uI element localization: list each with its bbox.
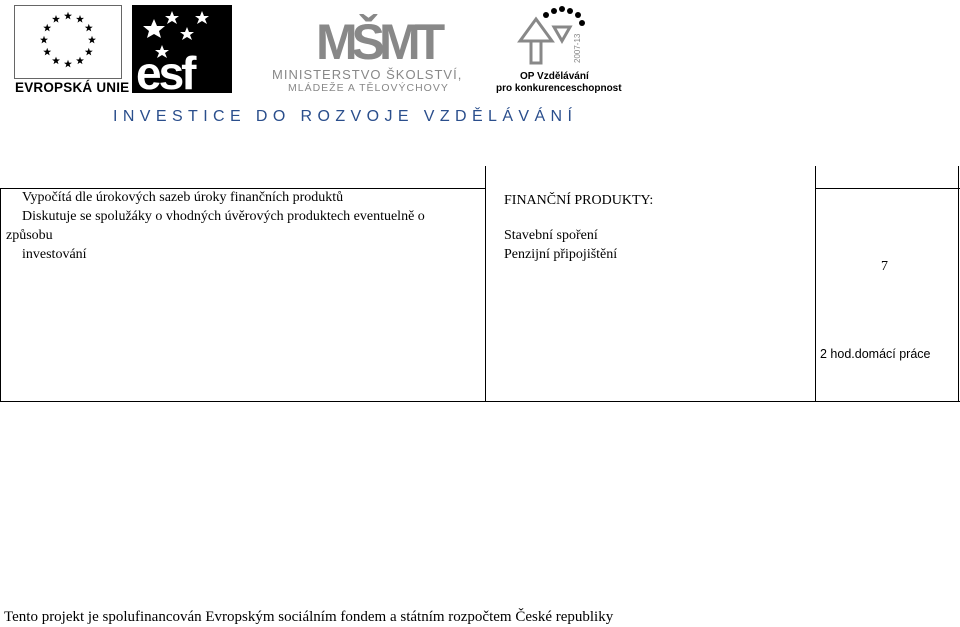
homework-note: 2 hod.domácí práce [820, 347, 931, 361]
eu-flag-icon [14, 5, 122, 79]
table-top-border-right [816, 188, 960, 189]
eu-star-icon [52, 57, 60, 65]
table-divider-2 [815, 166, 816, 402]
msmt-logo-mark: MŠMT [316, 14, 440, 67]
eu-star-icon [76, 15, 84, 23]
eu-star-icon [85, 24, 93, 32]
op-year: 2007-13 [573, 33, 582, 63]
eu-star-icon [76, 57, 84, 65]
eu-star-icon [43, 24, 51, 32]
hours-value: 7 [881, 259, 888, 274]
eu-star-icon [64, 60, 72, 68]
table-divider-1 [485, 166, 486, 402]
table-right-border [958, 166, 959, 402]
table-left-border [0, 188, 1, 402]
topic-item: Penzijní připojištění [504, 247, 618, 262]
topics-heading: FINANČNÍ PRODUKTY: [504, 193, 654, 208]
eu-star-icon [88, 36, 96, 44]
msmt-line1: MINISTERSTVO ŠKOLSTVÍ, [272, 67, 463, 82]
table-bottom-border [0, 401, 960, 402]
esf-logo-text: esf [136, 47, 194, 93]
eu-star-icon [85, 48, 93, 56]
outcome-2-end: investování [22, 247, 87, 262]
outcome-2-continued: způsobu [6, 228, 53, 243]
eu-star-icon [64, 12, 72, 20]
eu-star-icon [40, 36, 48, 44]
msmt-logo [272, 3, 463, 95]
outcome-2: Diskutuje se spolužáky o vhodných úvěrových produktech eventuelně o [22, 209, 425, 224]
eu-star-icon [43, 48, 51, 56]
op-line1: OP Vzdělávání [520, 71, 589, 82]
msmt-line2: MLÁDEŽE A TĚLOVÝCHOVY [288, 82, 449, 94]
op-line2: pro konkurenceschopnost [496, 83, 622, 94]
eu-logo-text: EVROPSKÁ UNIE [15, 80, 130, 95]
outcome-1: Vypočítá dle úrokových sazeb úroky finančních produktů [22, 190, 344, 205]
tagline: INVESTICE DO ROZVOJE VZDĚLÁVÁNÍ [113, 108, 578, 125]
op-logo [494, 3, 622, 95]
eu-logo [14, 5, 130, 95]
eu-star-icon [52, 15, 60, 23]
esf-logo [132, 5, 232, 93]
footer-note: Tento projekt je spolufinancován Evropským sociálním fondem a státním rozpočtem České republiky [4, 609, 614, 625]
topic-item: Stavební spoření [504, 228, 598, 243]
